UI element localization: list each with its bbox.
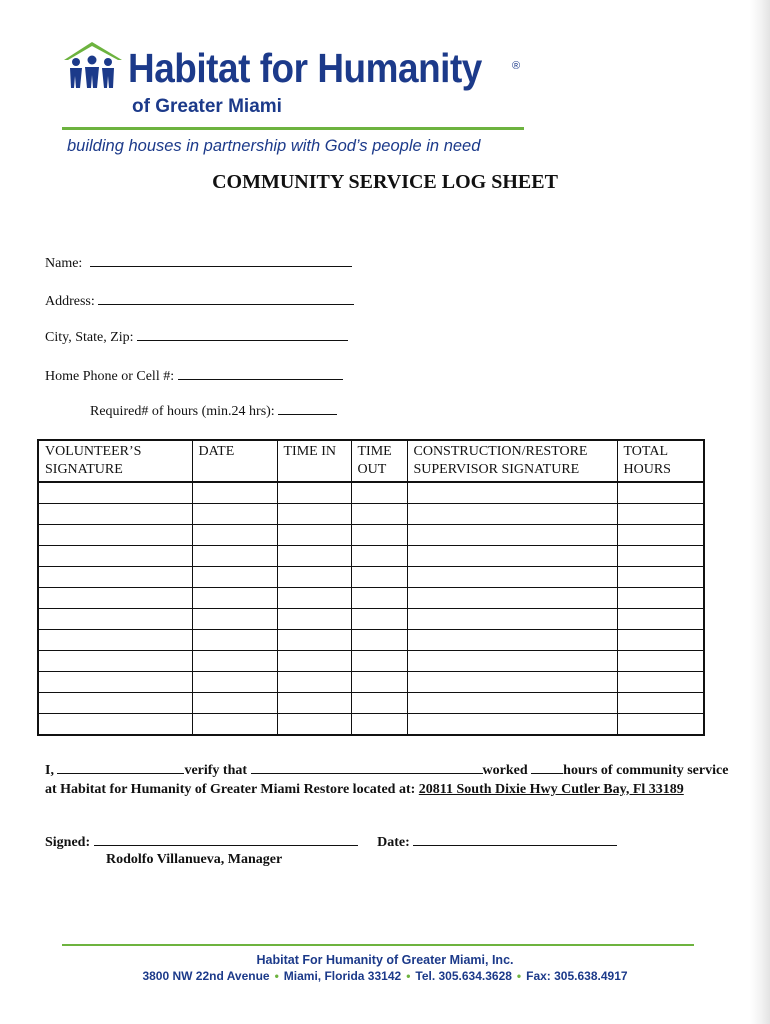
header-total-hours: TOTAL HOURS (617, 440, 704, 482)
table-cell[interactable] (617, 609, 704, 630)
statement-part-3: worked (482, 763, 532, 778)
service-log-table (37, 439, 705, 736)
table-cell[interactable] (617, 525, 704, 546)
statement-part-4: hours of community service at Habitat for Humanity of Greater Miami Restore located at: (45, 763, 729, 797)
table-cell[interactable] (38, 672, 192, 693)
table-cell[interactable] (277, 482, 351, 504)
header-volunteer-signature: VOLUNTEER’S SIGNATURE (38, 440, 192, 482)
table-row (38, 630, 704, 651)
city-label: City, State, Zip: (45, 330, 134, 345)
table-cell[interactable] (192, 482, 277, 504)
table-cell[interactable] (277, 567, 351, 588)
name-label: Name: (45, 256, 83, 271)
table-row (38, 672, 704, 693)
header-time-out: TIME OUT (351, 440, 407, 482)
table-cell[interactable] (617, 546, 704, 567)
table-cell[interactable] (277, 714, 351, 736)
table-row (38, 714, 704, 736)
table-cell[interactable] (192, 567, 277, 588)
required-hours-field (90, 401, 337, 420)
brand-tagline: building houses in partnership with God’s people in need (67, 137, 481, 155)
table-cell[interactable] (351, 609, 407, 630)
signature-line (45, 833, 617, 851)
table-cell[interactable] (351, 714, 407, 736)
page-edge-shadow (750, 0, 770, 1024)
table-row (38, 651, 704, 672)
table-cell[interactable] (38, 504, 192, 525)
table-cell[interactable] (192, 588, 277, 609)
header-green-rule (62, 127, 524, 130)
phone-input-line[interactable] (178, 366, 343, 380)
table-row (38, 693, 704, 714)
habitat-house-people-icon (62, 40, 126, 90)
table-cell[interactable] (192, 609, 277, 630)
volunteer-verify-blank[interactable] (251, 761, 483, 774)
footer-separator: • (274, 969, 279, 983)
brand-name: Habitat for Humanity (128, 45, 482, 91)
table-cell[interactable] (407, 714, 617, 736)
table-cell[interactable] (351, 693, 407, 714)
city-input-line[interactable] (137, 327, 348, 341)
table-cell[interactable] (38, 609, 192, 630)
table-cell[interactable] (38, 651, 192, 672)
brand-subtitle: of Greater Miami (132, 96, 282, 117)
address-field (45, 291, 354, 310)
table-cell[interactable] (407, 630, 617, 651)
required-hours-input-line[interactable] (278, 401, 337, 415)
name-input-line[interactable] (90, 253, 352, 267)
table-cell[interactable] (407, 672, 617, 693)
date-blank[interactable] (413, 833, 617, 846)
footer-separator: • (406, 969, 411, 983)
table-row (38, 567, 704, 588)
table-cell[interactable] (407, 546, 617, 567)
table-cell[interactable] (192, 693, 277, 714)
page-title: COMMUNITY SERVICE LOG SHEET (212, 171, 558, 193)
table-cell[interactable] (277, 693, 351, 714)
table-cell[interactable] (407, 482, 617, 504)
phone-label: Home Phone or Cell #: (45, 369, 175, 384)
table-cell[interactable] (351, 630, 407, 651)
table-cell[interactable] (38, 567, 192, 588)
address-input-line[interactable] (98, 291, 354, 305)
hours-blank[interactable] (531, 761, 563, 774)
registered-mark: ® (512, 60, 521, 72)
table-row (38, 525, 704, 546)
footer-separator: • (516, 969, 522, 983)
table-cell[interactable] (617, 630, 704, 651)
signature-blank[interactable] (94, 833, 358, 846)
table-cell[interactable] (351, 546, 407, 567)
footer-green-rule (62, 944, 694, 946)
table-cell[interactable] (407, 588, 617, 609)
table-cell[interactable] (192, 630, 277, 651)
table-cell[interactable] (277, 651, 351, 672)
phone-field (45, 366, 343, 385)
table-cell[interactable] (407, 525, 617, 546)
footer-city: Miami, Florida 33142 (283, 969, 402, 983)
footer-fax: Fax: 305.638.4917 (526, 969, 628, 983)
table-cell[interactable] (617, 588, 704, 609)
table-cell[interactable] (617, 672, 704, 693)
table-cell[interactable] (617, 693, 704, 714)
table-cell[interactable] (407, 651, 617, 672)
table-cell[interactable] (277, 630, 351, 651)
table-row (38, 609, 704, 630)
table-cell[interactable] (617, 567, 704, 588)
table-cell[interactable] (617, 482, 704, 504)
table-cell[interactable] (192, 714, 277, 736)
city-field (45, 327, 348, 346)
table-cell[interactable] (351, 567, 407, 588)
statement-part-1: I, (45, 763, 58, 778)
table-header-row (38, 440, 704, 482)
date-label: Date: (377, 835, 414, 850)
table-cell[interactable] (192, 504, 277, 525)
volunteer-name-blank[interactable] (57, 761, 184, 774)
table-cell[interactable] (38, 588, 192, 609)
table-cell[interactable] (38, 693, 192, 714)
footer-org-name: Habitat For Humanity of Greater Miami, Inc. (256, 953, 514, 967)
table-row (38, 546, 704, 567)
required-hours-label: Required# of hours (min.24 hrs): (90, 404, 275, 419)
table-cell[interactable] (351, 482, 407, 504)
header-supervisor-signature: CONSTRUCTION/RESTORE SUPERVISOR SIGNATURE (407, 440, 617, 482)
manager-name: Rodolfo Villanueva, Manager (106, 852, 283, 867)
table-cell[interactable] (617, 714, 704, 736)
table-cell[interactable] (277, 525, 351, 546)
table-cell[interactable] (351, 525, 407, 546)
signed-label: Signed: (45, 835, 94, 850)
table-cell[interactable] (277, 546, 351, 567)
table-cell[interactable] (617, 504, 704, 525)
table-body (38, 482, 704, 735)
table-cell[interactable] (38, 525, 192, 546)
statement-part-2: verify that (184, 763, 251, 778)
table-cell[interactable] (351, 651, 407, 672)
table-cell[interactable] (192, 651, 277, 672)
table-cell[interactable] (38, 714, 192, 736)
table-cell[interactable] (277, 609, 351, 630)
footer-tel: Tel. 305.634.3628 (415, 969, 512, 983)
table-row (38, 588, 704, 609)
table-cell[interactable] (351, 672, 407, 693)
table-cell[interactable] (277, 504, 351, 525)
table-cell[interactable] (192, 525, 277, 546)
table-cell[interactable] (407, 693, 617, 714)
table-cell[interactable] (407, 609, 617, 630)
table-cell[interactable] (277, 672, 351, 693)
table-cell[interactable] (38, 546, 192, 567)
header-date: DATE (192, 440, 277, 482)
table-row (38, 504, 704, 525)
table-cell[interactable] (407, 567, 617, 588)
name-field (45, 253, 352, 272)
header-time-in: TIME IN (277, 440, 351, 482)
table-cell[interactable] (351, 504, 407, 525)
table-cell[interactable] (617, 651, 704, 672)
verification-statement (45, 761, 735, 799)
restore-address: 20811 South Dixie Hwy Cutler Bay, Fl 33189 (418, 781, 684, 797)
table-cell[interactable] (192, 546, 277, 567)
table-cell[interactable] (277, 588, 351, 609)
footer-street: 3800 NW 22nd Avenue (142, 969, 270, 983)
table-row (38, 482, 704, 504)
table-cell[interactable] (38, 482, 192, 504)
table-cell[interactable] (38, 630, 192, 651)
table-cell[interactable] (407, 504, 617, 525)
table-cell[interactable] (192, 672, 277, 693)
table-cell[interactable] (351, 588, 407, 609)
footer-contact (0, 969, 770, 983)
address-label: Address: (45, 294, 95, 309)
